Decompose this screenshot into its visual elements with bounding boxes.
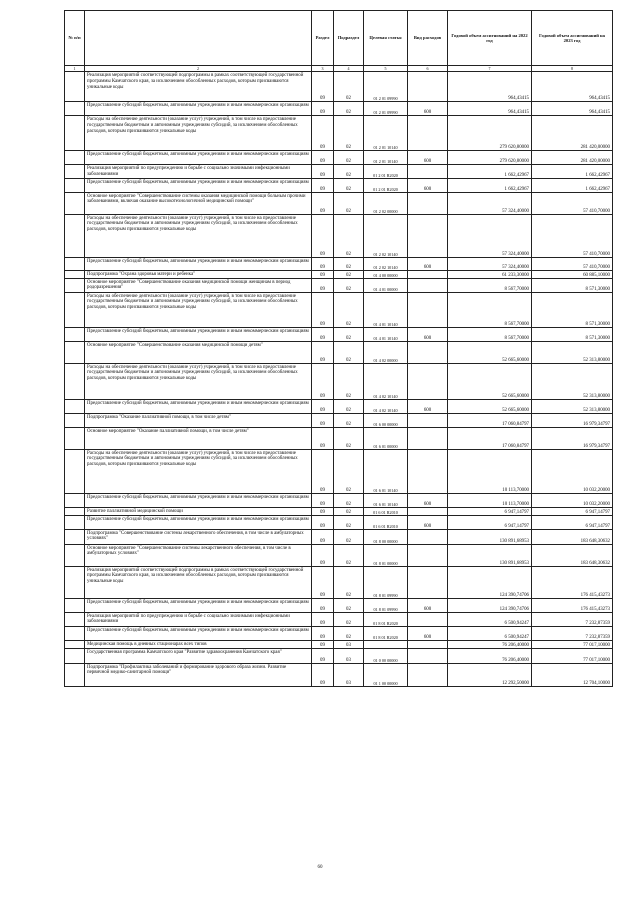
row-target-article: 01 4 02 00000	[364, 341, 408, 363]
row-amount-2023: 8 571,30000	[532, 327, 613, 341]
row-expense-type: 600	[408, 257, 448, 270]
row-expense-type	[408, 449, 448, 493]
row-section: 09	[312, 270, 334, 278]
row-expense-type	[408, 544, 448, 566]
row-target-article: 01 4 00 00000	[364, 270, 408, 278]
row-description: Основное мероприятие "Совершенствование оказания медицинской помощи женщинам в период родоразрешения"	[85, 278, 312, 292]
budget-table	[64, 10, 613, 687]
row-amount-2022: 6 500,94247	[448, 626, 532, 640]
row-expense-type	[408, 413, 448, 427]
row-target-article: 01 6 01 R2010	[364, 515, 408, 529]
row-target-article: 01 0 00 00000	[364, 648, 408, 663]
budget-table-page	[64, 10, 612, 687]
row-subsection: 03	[334, 648, 364, 663]
table-row	[65, 278, 613, 292]
row-description: Реализация мероприятий соответствующей подпрограммы в рамках соответствующей государственной программы Камчатского края, за исключением обособленных расходов, которым присваиваются уникальные коды	[85, 566, 312, 598]
row-section: 09	[312, 278, 334, 292]
row-subsection: 02	[334, 427, 364, 449]
table-row	[65, 515, 613, 529]
row-section: 09	[312, 341, 334, 363]
table-row	[65, 178, 613, 192]
row-expense-type: 600	[408, 102, 448, 116]
row-number-cell	[65, 257, 85, 270]
table-header-row	[65, 11, 613, 66]
row-expense-type	[408, 278, 448, 292]
row-number-cell	[65, 341, 85, 363]
row-subsection: 02	[334, 515, 364, 529]
header-no: № п/п	[65, 11, 85, 66]
row-subsection: 02	[334, 399, 364, 413]
row-target-article: 01 4 01 10140	[364, 327, 408, 341]
row-description: Подпрограмма "Охрана здоровья матери и ребенка"	[85, 270, 312, 278]
row-number-cell	[65, 165, 85, 179]
table-row	[65, 363, 613, 399]
row-amount-2022: 8 567,70000	[448, 327, 532, 341]
row-description: Подпрограмма "Совершенствование системы лекарственного обеспечения, в том числе в амбулаторных условиях"	[85, 529, 312, 544]
table-row	[65, 151, 613, 165]
row-description: Реализация мероприятий по предупреждению и борьбе с социально значимыми инфекционными заболеваниями	[85, 612, 312, 626]
row-amount-2022: 76 206,40000	[448, 640, 532, 648]
table-row	[65, 72, 613, 102]
row-amount-2022: 6 947,14797	[448, 515, 532, 529]
row-number-cell	[65, 72, 85, 102]
table-row	[65, 327, 613, 341]
row-target-article: 01 8 00 00000	[364, 529, 408, 544]
row-subsection: 02	[334, 626, 364, 640]
row-subsection: 02	[334, 493, 364, 507]
row-amount-2023: 52 313,80000	[532, 363, 613, 399]
row-subsection: 03	[334, 663, 364, 686]
table-row	[65, 507, 613, 515]
row-subsection: 02	[334, 278, 364, 292]
row-description: Государственная программа Камчатского края "Развитие здравоохранения Камчатского края"	[85, 648, 312, 663]
row-number-cell	[65, 151, 85, 165]
row-amount-2023: 60 885,10000	[532, 270, 613, 278]
row-description: Предоставление субсидий бюджетным, автономным учреждениям и иным некоммерческим организациям	[85, 327, 312, 341]
row-subsection: 02	[334, 72, 364, 102]
row-section: 09	[312, 192, 334, 214]
table-row	[65, 449, 613, 493]
row-section: 09	[312, 427, 334, 449]
row-amount-2022: 964,43415	[448, 72, 532, 102]
row-amount-2023: 1 662,42967	[532, 165, 613, 179]
row-section: 09	[312, 648, 334, 663]
row-amount-2023: 7 232,87359	[532, 626, 613, 640]
row-number-cell	[65, 507, 85, 515]
table-row	[65, 612, 613, 626]
row-expense-type: 600	[408, 493, 448, 507]
row-target-article: 01 4 01 00000	[364, 278, 408, 292]
row-amount-2023: 10 032,20000	[532, 449, 613, 493]
header-target-article: Целевая статья	[364, 11, 408, 66]
row-amount-2022: 279 620,80000	[448, 116, 532, 151]
row-expense-type	[408, 116, 448, 151]
row-amount-2022: 130 891,68953	[448, 544, 532, 566]
row-amount-2023: 16 979,34797	[532, 427, 613, 449]
row-number-cell	[65, 278, 85, 292]
row-description: Предоставление субсидий бюджетным, автономным учреждениям и иным некоммерческим организациям	[85, 493, 312, 507]
row-target-article: 01 4 02 10140	[364, 399, 408, 413]
row-target-article: 01 2 01 09990	[364, 102, 408, 116]
table-row	[65, 640, 613, 648]
row-amount-2023: 281 420,00000	[532, 116, 613, 151]
row-expense-type	[408, 566, 448, 598]
row-amount-2023: 6 947,14797	[532, 515, 613, 529]
row-expense-type: 600	[408, 178, 448, 192]
row-amount-2022: 52 665,60000	[448, 341, 532, 363]
row-amount-2023: 6 947,14797	[532, 507, 613, 515]
row-description: Развитие паллиативной медицинской помощи	[85, 507, 312, 515]
row-section: 09	[312, 178, 334, 192]
row-section: 09	[312, 327, 334, 341]
row-section: 09	[312, 529, 334, 544]
row-section: 09	[312, 493, 334, 507]
row-target-article: 01 2 01 10140	[364, 151, 408, 165]
row-subsection: 02	[334, 598, 364, 612]
row-amount-2023: 8 571,30000	[532, 278, 613, 292]
row-amount-2022: 8 567,70000	[448, 278, 532, 292]
row-target-article: 01 2 02 10140	[364, 257, 408, 270]
row-target-article: 01 8 01 R2020	[364, 612, 408, 626]
row-subsection: 02	[334, 327, 364, 341]
row-description: Предоставление субсидий бюджетным, автономным учреждениям и иным некоммерческим организациям	[85, 399, 312, 413]
row-target-article: 01 2 02 00000	[364, 192, 408, 214]
row-expense-type: 600	[408, 515, 448, 529]
header-description	[85, 11, 312, 66]
row-amount-2022: 12 292,50000	[448, 663, 532, 686]
row-subsection: 02	[334, 165, 364, 179]
row-expense-type: 600	[408, 598, 448, 612]
row-section: 09	[312, 449, 334, 493]
row-number-cell	[65, 192, 85, 214]
row-target-article: 01 2 01 R2020	[364, 178, 408, 192]
row-number-cell	[65, 399, 85, 413]
row-target-article: 01 6 01 R2010	[364, 507, 408, 515]
row-subsection: 02	[334, 192, 364, 214]
row-expense-type: 600	[408, 151, 448, 165]
row-target-article: 01 8 01 09990	[364, 566, 408, 598]
row-amount-2022: 10 113,70000	[448, 493, 532, 507]
row-description: Реализация мероприятий по предупреждению и борьбе с социально значимыми инфекционными заболеваниями	[85, 165, 312, 179]
row-section: 09	[312, 598, 334, 612]
row-amount-2023: 10 032,20000	[532, 493, 613, 507]
row-amount-2022: 1 662,42967	[448, 178, 532, 192]
row-number-cell	[65, 626, 85, 640]
table-row	[65, 399, 613, 413]
row-section: 09	[312, 626, 334, 640]
row-number-cell	[65, 327, 85, 341]
row-section: 09	[312, 292, 334, 327]
row-amount-2022: 6 500,94247	[448, 612, 532, 626]
column-index: 5	[364, 66, 408, 72]
table-row	[65, 566, 613, 598]
row-section: 09	[312, 116, 334, 151]
row-subsection: 03	[334, 640, 364, 648]
row-target-article: 01 8 01 R2020	[364, 626, 408, 640]
row-number-cell	[65, 515, 85, 529]
row-amount-2022: 52 665,60000	[448, 399, 532, 413]
table-row	[65, 544, 613, 566]
row-subsection: 02	[334, 270, 364, 278]
row-subsection: 02	[334, 449, 364, 493]
row-amount-2023: 7 232,87359	[532, 612, 613, 626]
table-row	[65, 165, 613, 179]
row-description: Основное мероприятие "Совершенствование системы лекарственного обеспечения, в том числе в амбулаторных условиях"	[85, 544, 312, 566]
table-row	[65, 529, 613, 544]
row-number-cell	[65, 640, 85, 648]
row-amount-2023: 77 017,10000	[532, 640, 613, 648]
row-amount-2022: 17 060,84797	[448, 427, 532, 449]
row-number-cell	[65, 598, 85, 612]
table-row	[65, 270, 613, 278]
row-amount-2023: 57 410,70000	[532, 257, 613, 270]
row-number-cell	[65, 116, 85, 151]
row-amount-2022: 124 390,74706	[448, 598, 532, 612]
row-section: 09	[312, 257, 334, 270]
row-amount-2023: 52 313,80000	[532, 399, 613, 413]
row-amount-2022: 1 662,42967	[448, 165, 532, 179]
table-row	[65, 257, 613, 270]
row-number-cell	[65, 270, 85, 278]
row-amount-2022: 279 620,80000	[448, 151, 532, 165]
column-index: 4	[334, 66, 364, 72]
row-subsection: 02	[334, 178, 364, 192]
row-description: Расходы на обеспечение деятельности (оказание услуг) учреждений, в том числе на предоставление государственным бюджетным и автономным учреждениям субсидий, за исключением обособленных расходов, которым присваиваются уникальные коды	[85, 363, 312, 399]
row-expense-type: 600	[408, 399, 448, 413]
table-row	[65, 341, 613, 363]
row-expense-type	[408, 363, 448, 399]
row-amount-2023: 281 420,00000	[532, 151, 613, 165]
table-row	[65, 663, 613, 686]
row-section: 09	[312, 363, 334, 399]
row-number-cell	[65, 449, 85, 493]
row-number-cell	[65, 648, 85, 663]
row-number-cell	[65, 413, 85, 427]
row-description: Основное мероприятие "Оказание паллиативной помощи, в том числе детям"	[85, 427, 312, 449]
row-subsection: 02	[334, 507, 364, 515]
row-target-article: 01 2 01 10140	[364, 116, 408, 151]
row-number-cell	[65, 292, 85, 327]
row-target-article: 01 6 01 00000	[364, 427, 408, 449]
page-number: 60	[317, 865, 323, 870]
row-description: Основное мероприятие "Совершенствование системы оказания медицинской помощи больным прочими заболеваниями, включая оказание высокотехнологичной медицинской помощи"	[85, 192, 312, 214]
row-subsection: 02	[334, 257, 364, 270]
row-target-article: 01 2 01 09990	[364, 72, 408, 102]
table-row	[65, 292, 613, 327]
row-amount-2023: 183 648,30632	[532, 529, 613, 544]
table-row	[65, 493, 613, 507]
row-amount-2022: 124 390,74706	[448, 566, 532, 598]
row-section: 09	[312, 640, 334, 648]
row-amount-2023: 77 017,10000	[532, 648, 613, 663]
row-section: 09	[312, 413, 334, 427]
row-description: Реализация мероприятий соответствующей подпрограммы в рамках соответствующей государственной программы Камчатского края, за исключением обособленных расходов, которым присваиваются уникальные коды	[85, 72, 312, 102]
row-description: Расходы на обеспечение деятельности (оказание услуг) учреждений, в том числе на предоставление государственным бюджетным и автономным учреждениям субсидий, за исключением обособленных расходов, которым присваиваются уникальные коды	[85, 449, 312, 493]
row-section: 09	[312, 102, 334, 116]
row-amount-2022: 61 233,30000	[448, 270, 532, 278]
row-amount-2023: 57 410,70000	[532, 214, 613, 257]
column-index: 7	[448, 66, 532, 72]
row-amount-2022: 964,43415	[448, 102, 532, 116]
row-amount-2022: 130 891,68953	[448, 529, 532, 544]
row-description: Подпрограмма "Профилактика заболеваний и формирование здорового образа жизни. Развитие первичной медико-санитарной помощи"	[85, 663, 312, 686]
row-expense-type: 600	[408, 626, 448, 640]
row-number-cell	[65, 214, 85, 257]
row-section: 09	[312, 515, 334, 529]
header-subsection: Подраздел	[334, 11, 364, 66]
table-row	[65, 626, 613, 640]
row-amount-2023: 1 662,42967	[532, 178, 613, 192]
row-subsection: 02	[334, 363, 364, 399]
row-expense-type	[408, 214, 448, 257]
row-section: 09	[312, 507, 334, 515]
row-section: 09	[312, 663, 334, 686]
row-section: 09	[312, 566, 334, 598]
row-section: 09	[312, 399, 334, 413]
row-target-article: 01 4 02 10140	[364, 363, 408, 399]
row-expense-type	[408, 507, 448, 515]
row-target-article: 01 2 02 10140	[364, 214, 408, 257]
row-amount-2023: 12 704,10000	[532, 663, 613, 686]
row-number-cell	[65, 663, 85, 686]
row-amount-2023: 964,43415	[532, 102, 613, 116]
row-target-article	[364, 640, 408, 648]
row-description: Предоставление субсидий бюджетным, автономным учреждениям и иным некоммерческим организациям	[85, 178, 312, 192]
table-row	[65, 116, 613, 151]
row-amount-2022: 57 324,40000	[448, 257, 532, 270]
row-subsection: 02	[334, 529, 364, 544]
row-amount-2022: 6 947,14797	[448, 507, 532, 515]
column-index: 8	[532, 66, 613, 72]
table-row	[65, 192, 613, 214]
row-amount-2022: 8 567,70000	[448, 292, 532, 327]
row-subsection: 02	[334, 116, 364, 151]
row-expense-type	[408, 270, 448, 278]
row-subsection: 02	[334, 214, 364, 257]
row-amount-2022: 17 060,84797	[448, 413, 532, 427]
row-expense-type	[408, 165, 448, 179]
row-amount-2022: 57 324,40000	[448, 192, 532, 214]
row-expense-type	[408, 529, 448, 544]
row-amount-2022: 10 113,70000	[448, 449, 532, 493]
row-description: Расходы на обеспечение деятельности (оказание услуг) учреждений, в том числе на предоставление государственным бюджетным и автономным учреждениям субсидий, за исключением обособленных расходов, которым присваиваются уникальные коды	[85, 116, 312, 151]
header-amount-2023: Годовой объем ассигнований на 2023 год	[532, 11, 613, 66]
row-amount-2022: 52 665,60000	[448, 363, 532, 399]
row-section: 09	[312, 151, 334, 165]
row-subsection: 02	[334, 413, 364, 427]
row-description: Предоставление субсидий бюджетным, автономным учреждениям и иным некоммерческим организациям	[85, 515, 312, 529]
row-expense-type	[408, 648, 448, 663]
row-expense-type	[408, 72, 448, 102]
row-number-cell	[65, 529, 85, 544]
row-description: Предоставление субсидий бюджетным, автономным учреждениям и иным некоммерческим организациям	[85, 626, 312, 640]
table-row	[65, 427, 613, 449]
row-description: Расходы на обеспечение деятельности (оказание услуг) учреждений, в том числе на предоставление государственным бюджетным и автономным учреждениям субсидий, за исключением обособленных расходов, которым присваиваются уникальные коды	[85, 292, 312, 327]
row-expense-type	[408, 292, 448, 327]
row-section: 09	[312, 165, 334, 179]
row-description: Предоставление субсидий бюджетным, автономным учреждениям и иным некоммерческим организациям	[85, 151, 312, 165]
row-subsection: 02	[334, 566, 364, 598]
table-row	[65, 598, 613, 612]
row-amount-2023: 176 415,43273	[532, 566, 613, 598]
row-amount-2023: 176 415,43273	[532, 598, 613, 612]
row-section: 09	[312, 214, 334, 257]
row-amount-2023: 183 648,30632	[532, 544, 613, 566]
row-expense-type	[408, 663, 448, 686]
row-amount-2023: 52 313,80000	[532, 341, 613, 363]
row-target-article: 01 8 01 00000	[364, 544, 408, 566]
column-index: 6	[408, 66, 448, 72]
row-description: Основное мероприятие "Совершенствование оказания медицинской помощи детям"	[85, 341, 312, 363]
row-amount-2023: 57 410,70000	[532, 192, 613, 214]
row-description: Медицинская помощь в дневных стационарах всех типов	[85, 640, 312, 648]
header-amount-2022: Годовой объем ассигнований на 2022 год	[448, 11, 532, 66]
row-expense-type	[408, 612, 448, 626]
row-expense-type	[408, 192, 448, 214]
row-expense-type: 600	[408, 327, 448, 341]
row-amount-2023: 964,43415	[532, 72, 613, 102]
row-target-article: 01 2 01 R2020	[364, 165, 408, 179]
table-row	[65, 102, 613, 116]
table-row	[65, 648, 613, 663]
row-subsection: 02	[334, 102, 364, 116]
table-row	[65, 413, 613, 427]
row-description: Предоставление субсидий бюджетным, автономным учреждениям и иным некоммерческим организациям	[85, 598, 312, 612]
row-description: Расходы на обеспечение деятельности (оказание услуг) учреждений, в том числе на предоставление государственным бюджетным и автономным учреждениям субсидий, за исключением обособленных расходов, которым присваиваются уникальные коды	[85, 214, 312, 257]
row-amount-2022: 57 324,40000	[448, 214, 532, 257]
row-expense-type	[408, 427, 448, 449]
row-number-cell	[65, 363, 85, 399]
row-target-article: 01 1 00 00000	[364, 663, 408, 686]
row-number-cell	[65, 612, 85, 626]
row-subsection: 02	[334, 151, 364, 165]
header-section: Раздел	[312, 11, 334, 66]
column-index: 1	[65, 66, 85, 72]
row-description: Предоставление субсидий бюджетным, автономным учреждениям и иным некоммерческим организациям	[85, 257, 312, 270]
row-amount-2023: 8 571,30000	[532, 292, 613, 327]
row-subsection: 02	[334, 292, 364, 327]
row-number-cell	[65, 566, 85, 598]
column-index: 3	[312, 66, 334, 72]
row-number-cell	[65, 493, 85, 507]
row-amount-2022: 76 206,40000	[448, 648, 532, 663]
row-section: 09	[312, 72, 334, 102]
row-amount-2023: 16 979,34797	[532, 413, 613, 427]
column-index: 2	[85, 66, 312, 72]
row-number-cell	[65, 544, 85, 566]
table-row	[65, 214, 613, 257]
row-number-cell	[65, 102, 85, 116]
header-expense-type: Вид расходов	[408, 11, 448, 66]
row-description: Подпрограмма "Оказание паллиативной помощи, в том числе детям"	[85, 413, 312, 427]
row-expense-type	[408, 341, 448, 363]
row-target-article: 01 6 00 00000	[364, 413, 408, 427]
row-target-article: 01 8 01 09990	[364, 598, 408, 612]
row-subsection: 02	[334, 341, 364, 363]
row-description: Предоставление субсидий бюджетным, автономным учреждениям и иным некоммерческим организациям	[85, 102, 312, 116]
row-number-cell	[65, 427, 85, 449]
row-subsection: 02	[334, 544, 364, 566]
row-expense-type	[408, 640, 448, 648]
row-subsection: 02	[334, 612, 364, 626]
row-target-article: 01 6 01 10140	[364, 493, 408, 507]
row-target-article: 01 4 01 10140	[364, 292, 408, 327]
row-section: 09	[312, 544, 334, 566]
row-target-article: 01 6 01 10140	[364, 449, 408, 493]
row-number-cell	[65, 178, 85, 192]
row-section: 09	[312, 612, 334, 626]
